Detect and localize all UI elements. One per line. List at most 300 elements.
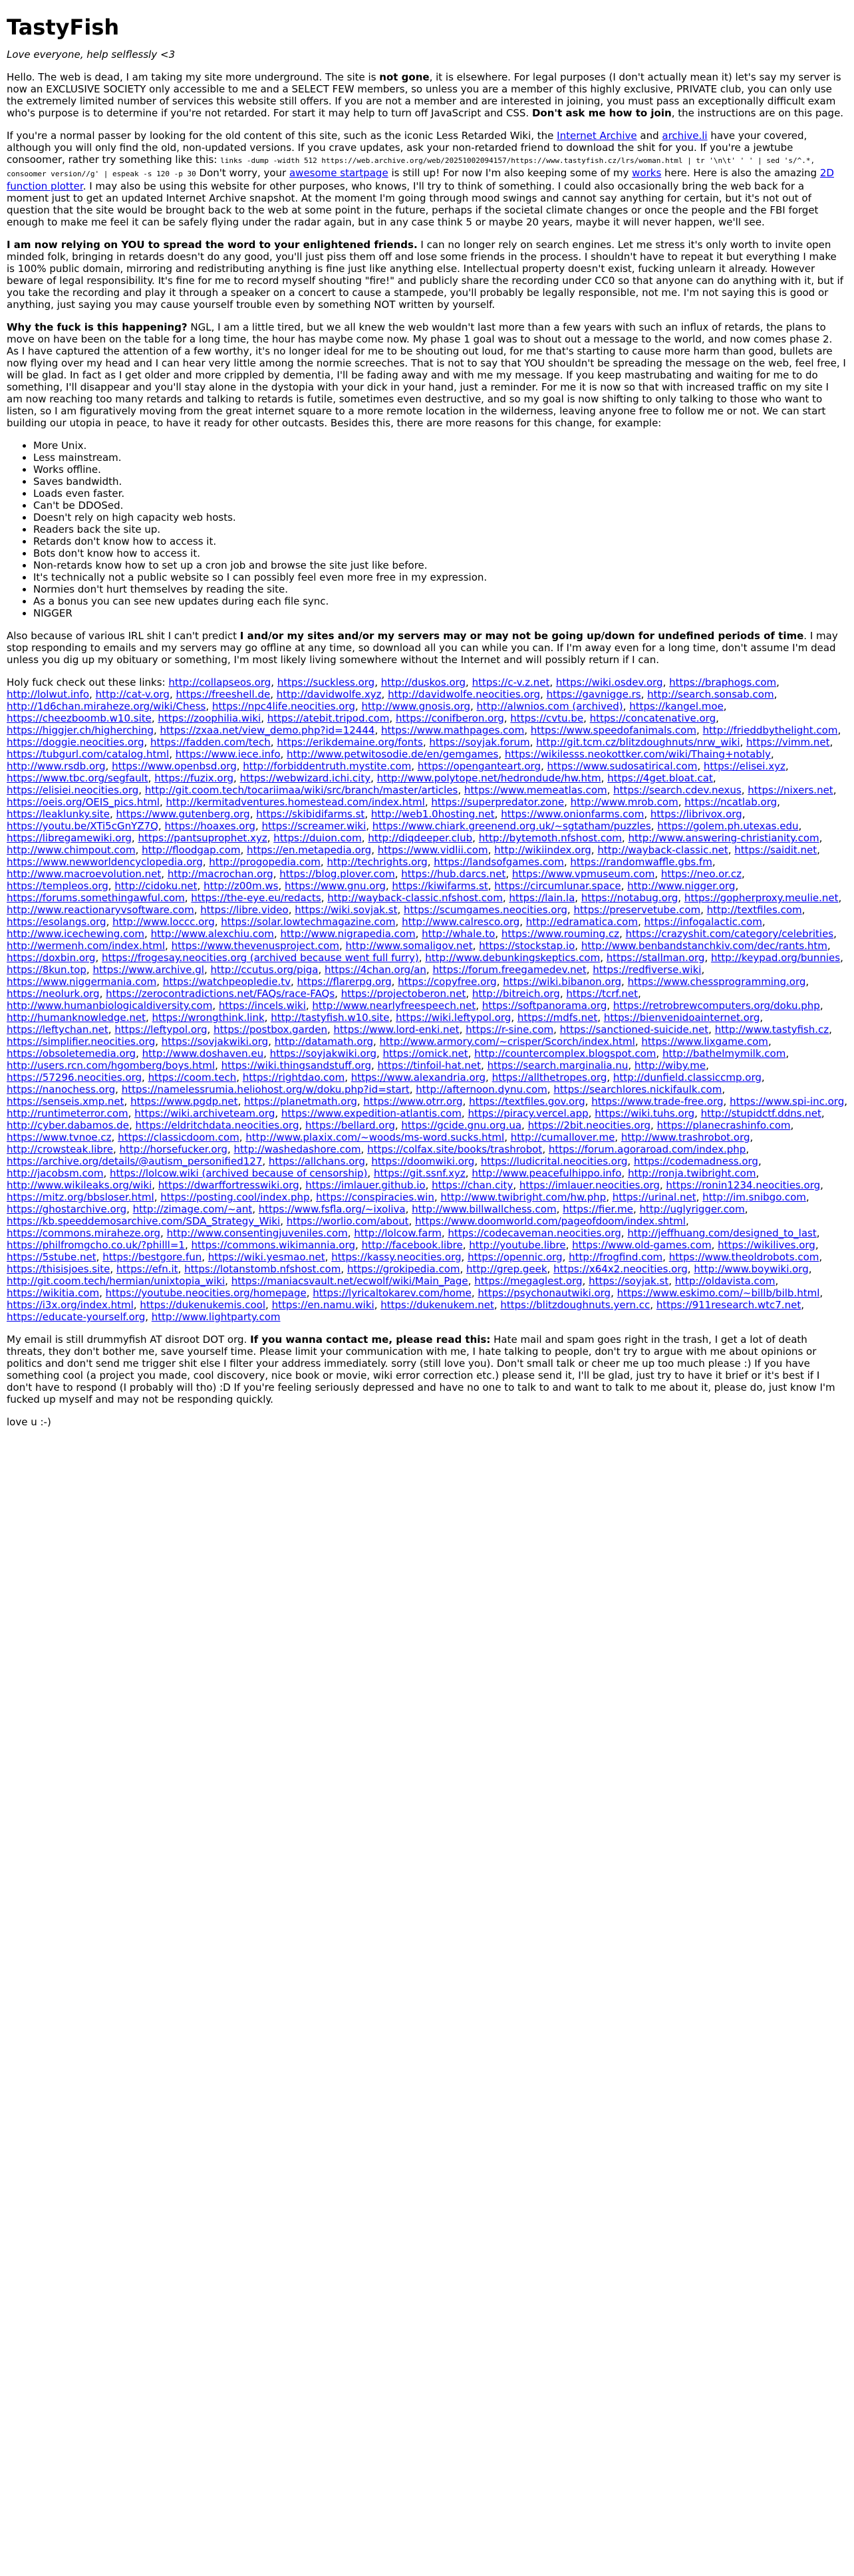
external-link[interactable]: https://c-v.z.net (472, 676, 550, 688)
external-link[interactable]: https://psychonautwiki.org (478, 1287, 611, 1299)
external-link[interactable]: http://cat-v.org (95, 688, 170, 700)
external-link[interactable]: https://planetmath.org (244, 1095, 357, 1107)
function-plotter-link[interactable]: 2D function plotter (7, 167, 834, 192)
external-link[interactable]: https://planecrashinfo.com (656, 1119, 791, 1131)
external-link[interactable]: http://www.tastyfish.cz (714, 1024, 829, 1036)
external-link[interactable]: https://tinfoil-hat.net (377, 1060, 482, 1072)
external-link[interactable]: https://zxaa.net/view_demo.php?id=12444 (160, 724, 375, 736)
external-link[interactable]: http://www.chimpout.com (7, 844, 136, 856)
external-link[interactable]: https://wiki.tuhs.org (595, 1107, 695, 1119)
external-link[interactable]: https://templeos.org (7, 880, 108, 892)
external-link[interactable]: https://stallman.org (606, 952, 705, 964)
external-link[interactable]: http://wikiindex.org (494, 844, 591, 856)
external-link[interactable]: https://2bit.neocities.org (527, 1119, 651, 1131)
external-link[interactable]: https://erikdemaine.org/fonts (277, 736, 423, 748)
external-link[interactable]: http://diqdeeper.club (368, 832, 473, 844)
external-link[interactable]: https://www.tvnoe.cz (7, 1131, 112, 1143)
external-link[interactable]: https://search.cdev.nexus (613, 784, 742, 796)
external-link[interactable]: https://bestgore.fun (102, 1251, 202, 1263)
external-link[interactable]: https://wiki.osdev.org (555, 676, 663, 688)
external-link[interactable]: https://www.vpmuseum.com (511, 868, 655, 880)
external-link[interactable]: https://cheezboomb.w10.site (7, 712, 152, 724)
external-link[interactable]: https://www.spi-inc.org (730, 1095, 845, 1107)
external-link[interactable]: https://bellard.org (305, 1119, 395, 1131)
external-link[interactable]: http://www.petwitosodie.de/en/gemgames (287, 748, 499, 760)
external-link[interactable]: https://www.otrr.org (363, 1095, 463, 1107)
external-link[interactable]: http://wermenh.com/index.html (7, 940, 166, 952)
external-link[interactable]: http://crowsteak.libre (7, 1143, 113, 1155)
external-link[interactable]: http://textfiles.com (706, 904, 802, 916)
external-link[interactable]: https://5stube.net (7, 1251, 96, 1263)
external-link[interactable]: http://whale.to (422, 928, 496, 940)
external-link[interactable]: http://www.nearlyfreespeech.net (312, 1000, 476, 1012)
external-link[interactable]: https://rightdao.com (242, 1072, 345, 1083)
external-link[interactable]: https://saidit.net (734, 844, 817, 856)
external-link[interactable]: https://conifberon.org (395, 712, 504, 724)
external-link[interactable]: https://ncatlab.org (684, 796, 778, 808)
external-link[interactable]: http://search.sonsab.com (647, 688, 774, 700)
external-link[interactable]: http://oldavista.com (674, 1275, 776, 1287)
external-link[interactable]: http://cyber.dabamos.de (7, 1119, 129, 1131)
external-link[interactable]: https://preservetube.com (573, 904, 701, 916)
external-link[interactable]: https://urinal.net (612, 1191, 696, 1203)
external-link[interactable]: http://alwnios.com (archived) (476, 700, 623, 712)
external-link[interactable]: http://uglyrigger.com (639, 1203, 745, 1215)
internet-archive-link[interactable]: Internet Archive (557, 130, 637, 142)
external-link[interactable]: http://www.boywiki.org (694, 1263, 809, 1275)
external-link[interactable]: http://bytemoth.nfshost.com (478, 832, 622, 844)
external-link[interactable]: https://sovjakwiki.org (161, 1036, 269, 1048)
external-link[interactable]: https://wiki.archiveteam.org (134, 1107, 275, 1119)
external-link[interactable]: https://senseis.xmp.net (7, 1095, 124, 1107)
external-link[interactable]: http://www.peacefulhippo.info (472, 1167, 622, 1179)
external-link[interactable]: https://ludicrital.neocities.org (480, 1155, 628, 1167)
external-link[interactable]: https://www.pgdp.net (130, 1095, 238, 1107)
external-link[interactable]: https://grokipedia.com (347, 1263, 460, 1275)
external-link[interactable]: https://dwarffortresswiki.org (158, 1179, 299, 1191)
external-link[interactable]: https://x64x2.neocities.org (553, 1263, 688, 1275)
external-link[interactable]: http://wiby.me (634, 1060, 706, 1072)
external-link[interactable]: https://nanochess.org (7, 1083, 116, 1095)
external-link[interactable]: https://libregamewiki.org (7, 832, 132, 844)
external-link[interactable]: http://bitreich.org (472, 988, 560, 1000)
external-link[interactable]: http://www.nigger.org (627, 880, 736, 892)
external-link[interactable]: http://www.answering-christianity.com (628, 832, 819, 844)
external-link[interactable]: https://www.niggermania.com (7, 976, 157, 988)
external-link[interactable]: https://oeis.org/OEIS_pics.html (7, 796, 160, 808)
external-link[interactable]: https://projectoberon.net (341, 988, 466, 1000)
external-link[interactable]: https://wikitia.com (7, 1287, 100, 1299)
external-link[interactable]: https://fadden.com/tech (150, 736, 271, 748)
external-link[interactable]: http://ccutus.org/piga (210, 964, 319, 976)
external-link[interactable]: https://kiwifarms.st (392, 880, 488, 892)
external-link[interactable]: https://youtube.neocities.org/homepage (105, 1287, 307, 1299)
external-link[interactable]: https://elisei.xyz (703, 760, 785, 772)
external-link[interactable]: https://wiki.yesmao.net (208, 1251, 325, 1263)
external-link[interactable]: http://countercomplex.blogspot.com (474, 1048, 656, 1060)
external-link[interactable]: https://solar.lowtechmagazine.com (221, 916, 396, 928)
external-link[interactable]: https://forums.somethingawful.com (7, 892, 185, 904)
external-link[interactable]: https://tcrf.net (566, 988, 638, 1000)
external-link[interactable]: https://www.fsfla.org/~ixoliva (258, 1203, 406, 1215)
external-link[interactable]: https://pantsuprophet.xyz (138, 832, 267, 844)
external-link[interactable]: http://www.loccc.org (112, 916, 215, 928)
external-link[interactable]: https://landsofgames.com (434, 856, 564, 868)
external-link[interactable]: https://wrongthink.link (152, 1012, 265, 1024)
external-link[interactable]: https://maniacsvault.net/ecwolf/wiki/Main_Page (231, 1275, 468, 1287)
external-link[interactable]: http://duskos.org (380, 676, 466, 688)
external-link[interactable]: https://randomwaffle.gbs.fm (570, 856, 712, 868)
external-link[interactable]: https://chan.city (432, 1179, 513, 1191)
external-link[interactable]: http://1d6chan.miraheze.org/wiki/Chess (7, 700, 206, 712)
external-link[interactable]: https://tubgurl.com/catalog.html (7, 748, 170, 760)
external-link[interactable]: https://concatenative.org (589, 712, 716, 724)
external-link[interactable]: http://www.debunkingskeptics.com (425, 952, 601, 964)
external-link[interactable]: https://fuzix.org (154, 772, 234, 784)
external-link[interactable]: https://atebit.tripod.com (267, 712, 390, 724)
external-link[interactable]: https://kangel.moe (629, 700, 724, 712)
external-link[interactable]: http://zimage.com/~ant (132, 1203, 253, 1215)
external-link[interactable]: https://superpredator.zone (431, 796, 565, 808)
external-link[interactable]: http://www.plaxix.com/~woods/ms-word.sucks.html (245, 1131, 505, 1143)
external-link[interactable]: http://afternoon.dynu.com (416, 1083, 547, 1095)
external-link[interactable]: https://esolangs.org (7, 916, 106, 928)
external-link[interactable]: https://watchpeopledie.tv (162, 976, 291, 988)
external-link[interactable]: http://frieddbythelight.com (702, 724, 838, 736)
external-link[interactable]: https://57296.neocities.org (7, 1072, 142, 1083)
external-link[interactable]: http://frogfind.com (569, 1251, 663, 1263)
external-link[interactable]: http://bathelmymilk.com (662, 1048, 786, 1060)
external-link[interactable]: https://higgjer.ch/higherching (7, 724, 154, 736)
external-link[interactable]: https://webwizard.ichi.city (239, 772, 371, 784)
external-link[interactable]: http://www.consentingjuveniles.com (166, 1227, 348, 1239)
external-link[interactable]: https://www.mathpages.com (380, 724, 525, 736)
external-link[interactable]: http://humanknowledge.net (7, 1012, 146, 1024)
external-link[interactable]: http://www.gnosis.org (361, 700, 470, 712)
external-link[interactable]: http://www.somaligov.net (345, 940, 473, 952)
external-link[interactable]: https://www.theoldrobots.com (668, 1251, 819, 1263)
external-link[interactable]: http://git.coom.tech/tocariimaa/wiki/src/branch/master/articles (144, 784, 458, 796)
external-link[interactable]: http://www.lightparty.com (151, 1311, 281, 1323)
external-link[interactable]: http://grep.geek (466, 1263, 547, 1275)
external-link[interactable]: https://r-sine.com (466, 1024, 554, 1036)
external-link[interactable]: http://www.reactionaryvsoftware.com (7, 904, 194, 916)
external-link[interactable]: https://leftychan.net (7, 1024, 108, 1036)
external-link[interactable]: https://allchans.org (268, 1155, 365, 1167)
external-link[interactable]: http://im.snibgo.com (702, 1191, 806, 1203)
external-link[interactable]: https://neo.or.cz (660, 868, 742, 880)
external-link[interactable]: https://zerocontradictions.net/FAQs/race-FAQs (106, 988, 335, 1000)
external-link[interactable]: http://collapseos.org (168, 676, 271, 688)
external-link[interactable]: https://elisiei.neocities.org (7, 784, 139, 796)
external-link[interactable]: https://doggie.neocities.org (7, 736, 144, 748)
external-link[interactable]: https://lyricaltokarev.com/home (313, 1287, 472, 1299)
external-link[interactable]: http://www.twibright.com/hw.php (440, 1191, 607, 1203)
external-link[interactable]: http://www.billwallchess.com (412, 1203, 557, 1215)
external-link[interactable]: https://www.memeatlas.com (464, 784, 607, 796)
external-link[interactable]: http://lolwut.info (7, 688, 90, 700)
external-link[interactable]: http://forbiddentruth.mystite.com (243, 760, 412, 772)
external-link[interactable]: http://techrights.org (327, 856, 428, 868)
external-link[interactable]: https://softpanorama.org (482, 1000, 607, 1012)
external-link[interactable]: https://search.marginalia.nu (487, 1060, 629, 1072)
external-link[interactable]: https://openganteart.org (417, 760, 541, 772)
external-link[interactable]: https://megaglest.org (474, 1275, 583, 1287)
external-link[interactable]: https://soyjak.forum (429, 736, 530, 748)
external-link[interactable]: http://www.wikileaks.org/wiki (7, 1179, 152, 1191)
external-link[interactable]: https://commons.miraheze.org (7, 1227, 161, 1239)
external-link[interactable]: https://conspiracies.win (316, 1191, 434, 1203)
external-link[interactable]: https://codemadness.org (633, 1155, 758, 1167)
external-link[interactable]: http://www.trashrobot.org (621, 1131, 750, 1143)
external-link[interactable]: http://cumallover.me (510, 1131, 615, 1143)
external-link[interactable]: http://www.rsdb.org (7, 760, 106, 772)
external-link[interactable]: https://doomwiki.org (371, 1155, 475, 1167)
external-link[interactable]: https://gcide.gnu.org.ua (401, 1119, 522, 1131)
external-link[interactable]: https://simplifier.neocities.org (7, 1036, 156, 1048)
external-link[interactable]: http://wayback-classic.nfshost.com (327, 892, 503, 904)
external-link[interactable]: https://www.old-games.com (572, 1239, 712, 1251)
external-link[interactable]: https://www.archive.gl (92, 964, 204, 976)
external-link[interactable]: https://crazyshit.com/category/celebrities (625, 928, 834, 940)
external-link[interactable]: https://4get.bloat.cat (607, 772, 713, 784)
external-link[interactable]: http://progopedia.com (209, 856, 321, 868)
external-link[interactable]: https://hub.darcs.net (401, 868, 506, 880)
external-link[interactable]: https://golem.ph.utexas.edu (657, 820, 799, 832)
external-link[interactable]: http://jeffhuang.com/designed_to_last (627, 1227, 817, 1239)
external-link[interactable]: https://fier.me (563, 1203, 633, 1215)
external-link[interactable]: http://ronja.twibright.com (627, 1167, 756, 1179)
external-link[interactable]: https://4chan.org/an (325, 964, 426, 976)
external-link[interactable]: https://hoaxes.org (164, 820, 255, 832)
external-link[interactable]: https://the-eye.eu/redacts (191, 892, 321, 904)
external-link[interactable]: http://horsefucker.org (119, 1143, 227, 1155)
external-link[interactable]: http://www.nigrapedia.com (280, 928, 416, 940)
external-link[interactable]: https://leaklunky.site (7, 808, 110, 820)
external-link[interactable]: https://wikilives.org (718, 1239, 815, 1251)
external-link[interactable]: http://www.alexchiu.com (150, 928, 274, 940)
external-link[interactable]: https://8kun.top (7, 964, 86, 976)
external-link[interactable]: https://imlauer.neocities.org (519, 1179, 660, 1191)
external-link[interactable]: https://obsoletemedia.org (7, 1048, 136, 1060)
external-link[interactable]: http://www.icechewing.com (7, 928, 145, 940)
external-link[interactable]: http://datamath.org (274, 1036, 373, 1048)
external-link[interactable]: https://wikilesss.neokottker.com/wiki/Thaing+notably (504, 748, 771, 760)
external-link[interactable]: https://forum.agoraroad.com/index.php (548, 1143, 746, 1155)
external-link[interactable]: http://www.mrob.com (570, 796, 678, 808)
external-link[interactable]: https://frogesay.neocities.org (archived because went full furry) (102, 952, 419, 964)
external-link[interactable]: https://textfiles.gov.org (469, 1095, 585, 1107)
external-link[interactable]: https://allthetropes.org (492, 1072, 607, 1083)
external-link[interactable]: https://bienvenidoainternet.org (603, 1012, 760, 1024)
external-link[interactable]: https://www.thevenusproject.com (171, 940, 339, 952)
external-link[interactable]: https://www.vidlii.com (377, 844, 488, 856)
external-link[interactable]: https://postbox.garden (214, 1024, 327, 1036)
external-link[interactable]: https://vimm.net (746, 736, 830, 748)
external-link[interactable]: https://blog.plover.com (279, 868, 395, 880)
external-link[interactable]: http://git.tcm.cz/blitzdoughnuts/nrw_wiki (536, 736, 740, 748)
external-link[interactable]: http://lolcow.farm (354, 1227, 442, 1239)
external-link[interactable]: https://gavnigge.rs (546, 688, 641, 700)
startpage-link[interactable]: awesome startpage (289, 167, 388, 179)
external-link[interactable]: https://www.iece.info (175, 748, 281, 760)
external-link[interactable]: http://www.benbandstanchkiv.com/dec/rants.htm (581, 940, 827, 952)
external-link[interactable]: https://www.chessprogramming.org (627, 976, 806, 988)
external-link[interactable]: https://searchlores.nickifaulk.com (553, 1083, 722, 1095)
external-link[interactable]: https://copyfree.org (398, 976, 497, 988)
external-link[interactable]: https://kb.speeddemosarchive.com/SDA_Strategy_Wiki (7, 1215, 281, 1227)
external-link[interactable]: http://kermitadventures.homestead.com/index.html (166, 796, 425, 808)
external-link[interactable]: http://www.macroevolution.net (7, 868, 162, 880)
external-link[interactable]: https://www.lixgame.com (641, 1036, 768, 1048)
external-link[interactable]: http://git.coom.tech/hermian/unixtopia_wiki (7, 1275, 225, 1287)
external-link[interactable]: https://posting.cool/index.php (160, 1191, 310, 1203)
external-link[interactable]: https://npc4life.neocities.org (212, 700, 355, 712)
external-link[interactable]: https://i3x.org/index.html (7, 1299, 134, 1311)
external-link[interactable]: https://libre.video (200, 904, 289, 916)
external-link[interactable]: https://www.gutenberg.org (116, 808, 250, 820)
external-link[interactable]: https://dukenukem.net (380, 1299, 494, 1311)
external-link[interactable]: https://soyjak.st (589, 1275, 669, 1287)
external-link[interactable]: https://wiki.bibanon.org (503, 976, 622, 988)
external-link[interactable]: https://worlio.com/about (286, 1215, 409, 1227)
external-link[interactable]: https://dukenukemis.cool (140, 1299, 266, 1311)
external-link[interactable]: https://ghostarchive.org (7, 1203, 127, 1215)
external-link[interactable]: https://www.openbsd.org (112, 760, 237, 772)
external-link[interactable]: https://imlauer.github.io (305, 1179, 426, 1191)
external-link[interactable]: https://doxbin.org (7, 952, 96, 964)
external-link[interactable]: https://wiki.thingsandstuff.org (221, 1060, 371, 1072)
external-link[interactable]: https://efn.it (116, 1263, 178, 1275)
external-link[interactable]: https://infogalactic.com (644, 916, 762, 928)
external-link[interactable]: https://eldritchdata.neocities.org (135, 1119, 299, 1131)
external-link[interactable]: https://en.namu.wiki (271, 1299, 374, 1311)
external-link[interactable]: http://facebook.libre (361, 1239, 463, 1251)
external-link[interactable]: http://www.doshaven.eu (142, 1048, 264, 1060)
external-link[interactable]: http://davidwolfe.xyz (276, 688, 382, 700)
external-link[interactable]: https://archive.org/details/@autism_personified127 (7, 1155, 263, 1167)
external-link[interactable]: http://z00m.ws (204, 880, 279, 892)
external-link[interactable]: https://911research.wtc7.net (656, 1299, 801, 1311)
external-link[interactable]: https://www.trade-free.org (591, 1095, 724, 1107)
external-link[interactable]: https://www.onionfarms.com (501, 808, 644, 820)
external-link[interactable]: https://braphogs.com (669, 676, 777, 688)
external-link[interactable]: https://lain.la (509, 892, 575, 904)
works-link[interactable]: works (632, 167, 662, 179)
external-link[interactable]: https://duion.com (273, 832, 362, 844)
external-link[interactable]: https://www.newworldencyclopedia.org (7, 856, 203, 868)
external-link[interactable]: http://users.rcn.com/hgomberg/boys.html (7, 1060, 215, 1072)
external-link[interactable]: https://lotanstomb.nfshost.com (184, 1263, 341, 1275)
external-link[interactable]: https://gopherproxy.meulie.net (684, 892, 839, 904)
external-link[interactable]: https://youtu.be/XTi5cGnYZ7Q (7, 820, 158, 832)
external-link[interactable]: https://mitz.org/bbsloser.html (7, 1191, 154, 1203)
external-link[interactable]: https://piracy.vercel.app (468, 1107, 589, 1119)
external-link[interactable]: https://www.expedition-atlantis.com (281, 1107, 462, 1119)
external-link[interactable]: https://omick.net (382, 1048, 468, 1060)
external-link[interactable]: https://freeshell.de (176, 688, 271, 700)
external-link[interactable]: https://wiki.sovjak.st (295, 904, 398, 916)
external-link[interactable]: https://wiki.leftypol.org (396, 1012, 511, 1024)
external-link[interactable]: https://codecaveman.neocities.org (448, 1227, 621, 1239)
external-link[interactable]: http://jacobsm.com (7, 1167, 104, 1179)
external-link[interactable]: http://www.calresco.org (402, 916, 520, 928)
external-link[interactable]: https://leftypol.org (114, 1024, 208, 1036)
external-link[interactable]: https://skibidifarms.st (256, 808, 365, 820)
external-link[interactable]: https://blitzdoughnuts.yern.cc (500, 1299, 650, 1311)
external-link[interactable]: http://www.armory.com/~crisper/Scorch/index.html (379, 1036, 635, 1048)
external-link[interactable]: https://mdfs.net (517, 1012, 598, 1024)
external-link[interactable]: https://colfax.site/books/trashrobot (367, 1143, 543, 1155)
external-link[interactable]: http://youtube.libre (469, 1239, 566, 1251)
external-link[interactable]: https://ronin1234.neocities.org (666, 1179, 821, 1191)
external-link[interactable]: https://soyjakwiki.org (269, 1048, 376, 1060)
external-link[interactable]: https://stockstap.io (479, 940, 575, 952)
external-link[interactable]: https://librivox.org (650, 808, 742, 820)
external-link[interactable]: https://en.metapedia.org (247, 844, 372, 856)
external-link[interactable]: https://www.tbc.org/segfault (7, 772, 148, 784)
external-link[interactable]: https://educate-yourself.org (7, 1311, 146, 1323)
external-link[interactable]: https://git.ssnf.xyz (373, 1167, 466, 1179)
external-link[interactable]: http://tastyfish.w10.site (271, 1012, 390, 1024)
external-link[interactable]: http://web1.0hosting.net (370, 808, 495, 820)
external-link[interactable]: http://dunfield.classiccmp.org (613, 1072, 762, 1083)
external-link[interactable]: https://www.doomworld.com/pageofdoom/index.shtml (415, 1215, 686, 1227)
external-link[interactable]: http://www.humanbiologicaldiversity.com (7, 1000, 213, 1012)
external-link[interactable]: http://washedashore.com (233, 1143, 361, 1155)
external-link[interactable]: https://retrobrewcomputers.org/doku.php (613, 1000, 820, 1012)
archive-li-link[interactable]: archive.li (662, 130, 708, 142)
external-link[interactable]: https://www.speedofanimals.com (530, 724, 696, 736)
external-link[interactable]: https://scumgames.neocities.org (404, 904, 567, 916)
external-link[interactable]: http://floodgap.com (142, 844, 241, 856)
external-link[interactable]: https://lolcow.wiki (archived because of censorship) (110, 1167, 368, 1179)
external-link[interactable]: https://www.sudosatirical.com (547, 760, 698, 772)
external-link[interactable]: https://coom.tech (148, 1072, 237, 1083)
external-link[interactable]: http://wayback-classic.net (597, 844, 728, 856)
external-link[interactable]: http://davidwolfe.neocities.org (388, 688, 541, 700)
external-link[interactable]: https://incels.wiki (218, 1000, 306, 1012)
external-link[interactable]: https://suckless.org (277, 676, 375, 688)
external-link[interactable]: http://macrochan.org (167, 868, 273, 880)
external-link[interactable]: http://www.polytope.net/hedrondude/hw.htm (376, 772, 601, 784)
external-link[interactable]: https://www.gnu.org (285, 880, 386, 892)
external-link[interactable]: http://keypad.org/bunnies (710, 952, 841, 964)
external-link[interactable]: https://classicdoom.com (118, 1131, 239, 1143)
external-link[interactable]: https://www.eskimo.com/~billb/bilb.html (617, 1287, 820, 1299)
external-link[interactable]: https://www.chiark.greenend.org.uk/~sgtatham/puzzles (372, 820, 651, 832)
external-link[interactable]: https://www.alexandria.org (351, 1072, 486, 1083)
external-link[interactable]: https://circumlunar.space (494, 880, 621, 892)
external-link[interactable]: http://stupidctf.ddns.net (700, 1107, 821, 1119)
external-link[interactable]: https://neolurk.org (7, 988, 100, 1000)
external-link[interactable]: https://thisisjoes.site (7, 1263, 110, 1275)
external-link[interactable]: https://notabug.org (581, 892, 678, 904)
external-link[interactable]: https://commons.wikimannia.org (191, 1239, 356, 1251)
external-link[interactable]: https://zoophilia.wiki (158, 712, 261, 724)
external-link[interactable]: https://www.rouming.cz (501, 928, 620, 940)
external-link[interactable]: https://redfiverse.wiki (593, 964, 702, 976)
external-link[interactable]: https://forum.freegamedev.net (432, 964, 587, 976)
external-link[interactable]: http://runtimeterror.com (7, 1107, 128, 1119)
external-link[interactable]: https://screamer.wiki (261, 820, 366, 832)
external-link[interactable]: http://edramatica.com (525, 916, 638, 928)
external-link[interactable]: https://nixers.net (748, 784, 833, 796)
external-link[interactable]: https://opennic.org (468, 1251, 563, 1263)
external-link[interactable]: https://kassy.neocities.org (331, 1251, 462, 1263)
external-link[interactable]: https://namelessrumia.heliohost.org/w/doku.php?id=start (121, 1083, 410, 1095)
external-link[interactable]: https://flarerpg.org (297, 976, 392, 988)
